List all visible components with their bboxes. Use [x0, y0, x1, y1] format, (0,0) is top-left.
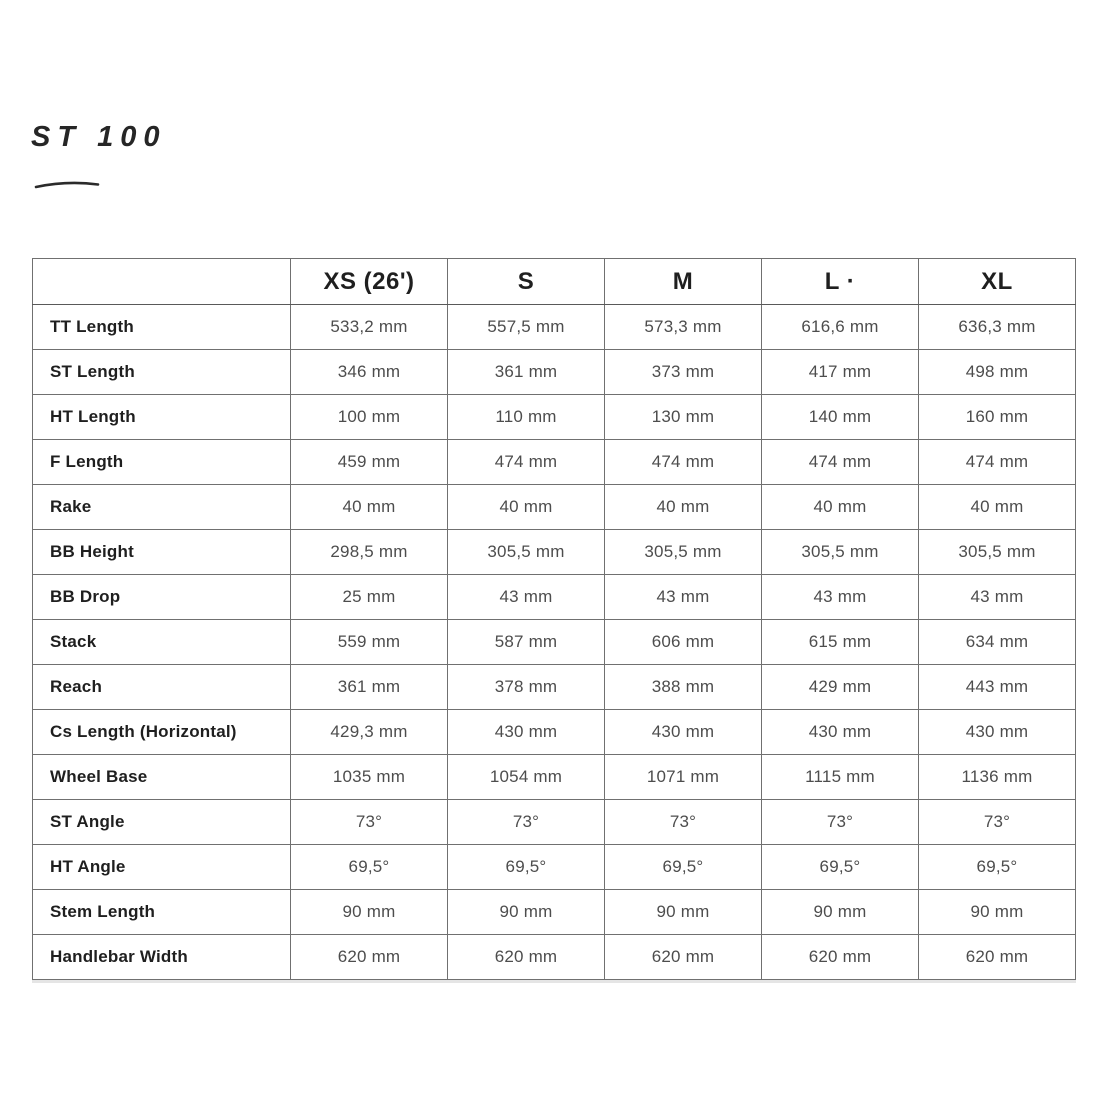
- table-cell: 559 mm: [291, 620, 448, 665]
- table-row: [33, 485, 1076, 530]
- table-row: [33, 305, 1076, 350]
- table-cell: 378 mm: [448, 665, 605, 710]
- table-row: [33, 440, 1076, 485]
- table-cell: 373 mm: [605, 350, 762, 395]
- table-cell: 73°: [919, 800, 1076, 845]
- row-label: ST Length: [33, 350, 291, 395]
- table-cell: 298,5 mm: [291, 530, 448, 575]
- table-cell: 40 mm: [762, 485, 919, 530]
- table-cell: 557,5 mm: [448, 305, 605, 350]
- table-row: [33, 710, 1076, 755]
- table-cell: 90 mm: [291, 890, 448, 935]
- table-cell: 620 mm: [762, 935, 919, 980]
- row-label: BB Drop: [33, 575, 291, 620]
- table-cell: 160 mm: [919, 395, 1076, 440]
- table-cell: 620 mm: [919, 935, 1076, 980]
- row-label: Wheel Base: [33, 755, 291, 800]
- row-label: TT Length: [33, 305, 291, 350]
- row-label: Rake: [33, 485, 291, 530]
- table-cell: 43 mm: [448, 575, 605, 620]
- table-cell: 305,5 mm: [605, 530, 762, 575]
- table-cell: 615 mm: [762, 620, 919, 665]
- row-label: Handlebar Width: [33, 935, 291, 980]
- row-label: ST Angle: [33, 800, 291, 845]
- table-cell: 634 mm: [919, 620, 1076, 665]
- table-cell: 305,5 mm: [448, 530, 605, 575]
- table-cell: 430 mm: [762, 710, 919, 755]
- table-cell: 69,5°: [448, 845, 605, 890]
- table-cell: 1071 mm: [605, 755, 762, 800]
- table-row: [33, 845, 1076, 890]
- table-cell: 25 mm: [291, 575, 448, 620]
- table-cell: 388 mm: [605, 665, 762, 710]
- page-title: ST 100: [31, 121, 167, 153]
- column-header-blank: [33, 259, 291, 305]
- table-cell: 40 mm: [605, 485, 762, 530]
- table-cell: 40 mm: [448, 485, 605, 530]
- table-cell: 90 mm: [605, 890, 762, 935]
- table-cell: 616,6 mm: [762, 305, 919, 350]
- table-cell: 1054 mm: [448, 755, 605, 800]
- table-cell: 620 mm: [291, 935, 448, 980]
- table-cell: 90 mm: [919, 890, 1076, 935]
- row-label: HT Length: [33, 395, 291, 440]
- table-cell: 1136 mm: [919, 755, 1076, 800]
- table-cell: 346 mm: [291, 350, 448, 395]
- table-row: [33, 575, 1076, 620]
- table-cell: 417 mm: [762, 350, 919, 395]
- table-cell: 1035 mm: [291, 755, 448, 800]
- table-cell: 73°: [291, 800, 448, 845]
- table-cell: 361 mm: [291, 665, 448, 710]
- table-cell: 430 mm: [448, 710, 605, 755]
- table-cell: 474 mm: [448, 440, 605, 485]
- table-cell: 69,5°: [762, 845, 919, 890]
- table-row: [33, 665, 1076, 710]
- table-cell: 361 mm: [448, 350, 605, 395]
- table-cell: 429 mm: [762, 665, 919, 710]
- table-row: [33, 620, 1076, 665]
- table-row: [33, 530, 1076, 575]
- row-label: Stem Length: [33, 890, 291, 935]
- table-cell: 620 mm: [448, 935, 605, 980]
- table-cell: 43 mm: [605, 575, 762, 620]
- table-cell: 498 mm: [919, 350, 1076, 395]
- table-cell: 40 mm: [919, 485, 1076, 530]
- table-cell: 430 mm: [605, 710, 762, 755]
- table-cell: 73°: [448, 800, 605, 845]
- column-header-l: L ·: [762, 259, 919, 305]
- column-header-xs: XS (26'): [291, 259, 448, 305]
- table-cell: 110 mm: [448, 395, 605, 440]
- table-cell: 69,5°: [291, 845, 448, 890]
- table-cell: 587 mm: [448, 620, 605, 665]
- table-header-row: [33, 259, 1076, 305]
- table-cell: 73°: [605, 800, 762, 845]
- table-cell: 533,2 mm: [291, 305, 448, 350]
- table-cell: 73°: [762, 800, 919, 845]
- table-row: [33, 755, 1076, 800]
- table-row: [33, 890, 1076, 935]
- table-cell: 443 mm: [919, 665, 1076, 710]
- column-header-xl: XL: [919, 259, 1076, 305]
- table-cell: 573,3 mm: [605, 305, 762, 350]
- geometry-table: [32, 258, 1076, 980]
- row-label: Stack: [33, 620, 291, 665]
- table-cell: 474 mm: [762, 440, 919, 485]
- table-cell: 305,5 mm: [919, 530, 1076, 575]
- table-cell: 100 mm: [291, 395, 448, 440]
- table-cell: 130 mm: [605, 395, 762, 440]
- table-cell: 1115 mm: [762, 755, 919, 800]
- table-cell: 474 mm: [919, 440, 1076, 485]
- table-cell: 620 mm: [605, 935, 762, 980]
- row-label: BB Height: [33, 530, 291, 575]
- title-underline-stroke: [33, 179, 101, 191]
- table-cell: 140 mm: [762, 395, 919, 440]
- table-row: [33, 935, 1076, 980]
- table-cell: 43 mm: [919, 575, 1076, 620]
- row-label: Reach: [33, 665, 291, 710]
- column-header-s: S: [448, 259, 605, 305]
- table-cell: 90 mm: [762, 890, 919, 935]
- table-cell: 43 mm: [762, 575, 919, 620]
- table-row: [33, 800, 1076, 845]
- table-cell: 430 mm: [919, 710, 1076, 755]
- table-cell: 40 mm: [291, 485, 448, 530]
- table-cell: 429,3 mm: [291, 710, 448, 755]
- row-label: HT Angle: [33, 845, 291, 890]
- table-cell: 474 mm: [605, 440, 762, 485]
- column-header-m: M: [605, 259, 762, 305]
- table-cell: 90 mm: [448, 890, 605, 935]
- table-row: [33, 350, 1076, 395]
- row-label: F Length: [33, 440, 291, 485]
- table-cell: 636,3 mm: [919, 305, 1076, 350]
- table-cell: 69,5°: [919, 845, 1076, 890]
- table-row: [33, 395, 1076, 440]
- table-cell: 606 mm: [605, 620, 762, 665]
- table-cell: 459 mm: [291, 440, 448, 485]
- table-cell: 305,5 mm: [762, 530, 919, 575]
- table-cell: 69,5°: [605, 845, 762, 890]
- row-label: Cs Length (Horizontal): [33, 710, 291, 755]
